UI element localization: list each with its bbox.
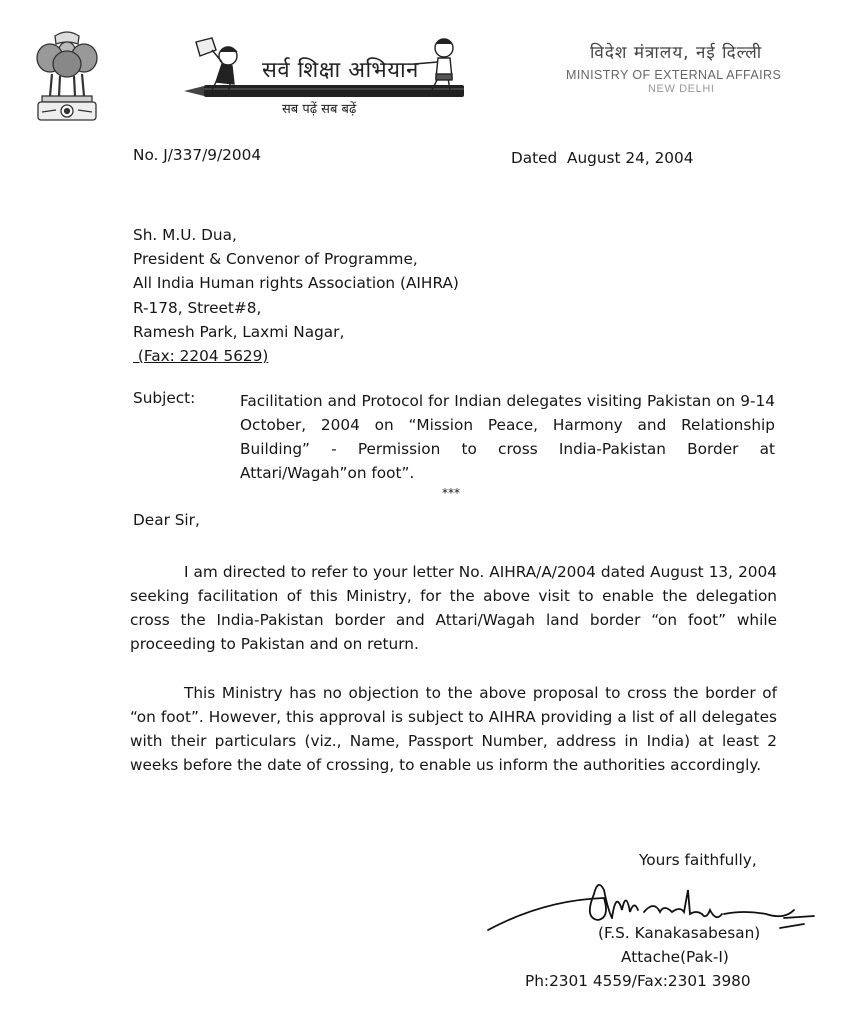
logo-tagline: सब पढ़ें सब बढ़ें — [282, 102, 357, 117]
separator-stars: *** — [442, 486, 460, 500]
salutation: Dear Sir, — [133, 511, 200, 529]
ministry-name-english: MINISTRY OF EXTERNAL AFFAIRS — [566, 68, 782, 82]
recipient-street: R-178, Street#8, — [133, 298, 262, 317]
national-emblem-icon — [28, 26, 106, 126]
subject-label: Subject: — [133, 389, 196, 407]
recipient-name: Sh. M.U. Dua, — [133, 226, 237, 244]
recipient-title: President & Convenor of Programme, — [133, 250, 418, 269]
signer-contact: Ph:2301 4559/Fax:2301 3980 — [525, 972, 751, 990]
recipient-locality: Ramesh Park, Laxmi Nagar, — [133, 322, 345, 341]
signer-designation: Attache(Pak-I) — [621, 948, 729, 966]
sarva-shiksha-abhiyan-logo — [182, 34, 472, 124]
body-paragraph-1 — [130, 560, 777, 656]
boy-pulling-icon — [414, 39, 453, 90]
subject-text: Facilitation and Protocol for Indian delegates visiting Pakistan on 9-14 October, 2004 on “Mission Peace, Harmony and Relationship Building” - Permission to cross India-Pakistan Border at Attari/Wagah”on foot”. — [240, 392, 775, 482]
recipient-organization: All India Human rights Association (AIHRA) — [133, 274, 459, 293]
logo-title: सर्व शिक्षा अभियान — [262, 58, 419, 83]
recipient-fax: (Fax: 2204 5629) — [133, 347, 269, 366]
body-paragraph-1-text: I am directed to refer to your letter No. AIHRA/A/2004 dated August 13, 2004 seeking facilitation of this Ministry, for the above visit to enable the delegation cross the India-Pakistan border and Attari/Wagah land border “on foot” while proceeding to Pakistan and on return. — [130, 563, 777, 653]
ministry-name-hindi: विदेश मंत्रालय, नई दिल्ली — [590, 43, 763, 63]
body-paragraph-2-text: This Ministry has no objection to the above proposal to cross the border of “on foot”. However, this approval is subject to AIHRA providing a list of all delegates with their particulars (viz., Name, Passport Number, address in India) at least 2 weeks before the date of crossing, to enable us inform the authorities accordingly. — [130, 684, 777, 774]
ministry-city: NEW DELHI — [648, 83, 715, 95]
recipient-address — [133, 223, 459, 368]
letter-date: Dated August 24, 2004 — [511, 149, 694, 167]
reference-number: No. J/337/9/2004 — [133, 146, 262, 164]
closing: Yours faithfully, — [639, 851, 757, 869]
body-paragraph-2 — [130, 681, 777, 777]
pencil-icon — [184, 85, 464, 97]
signer-name: (F.S. Kanakasabesan) — [598, 924, 761, 942]
